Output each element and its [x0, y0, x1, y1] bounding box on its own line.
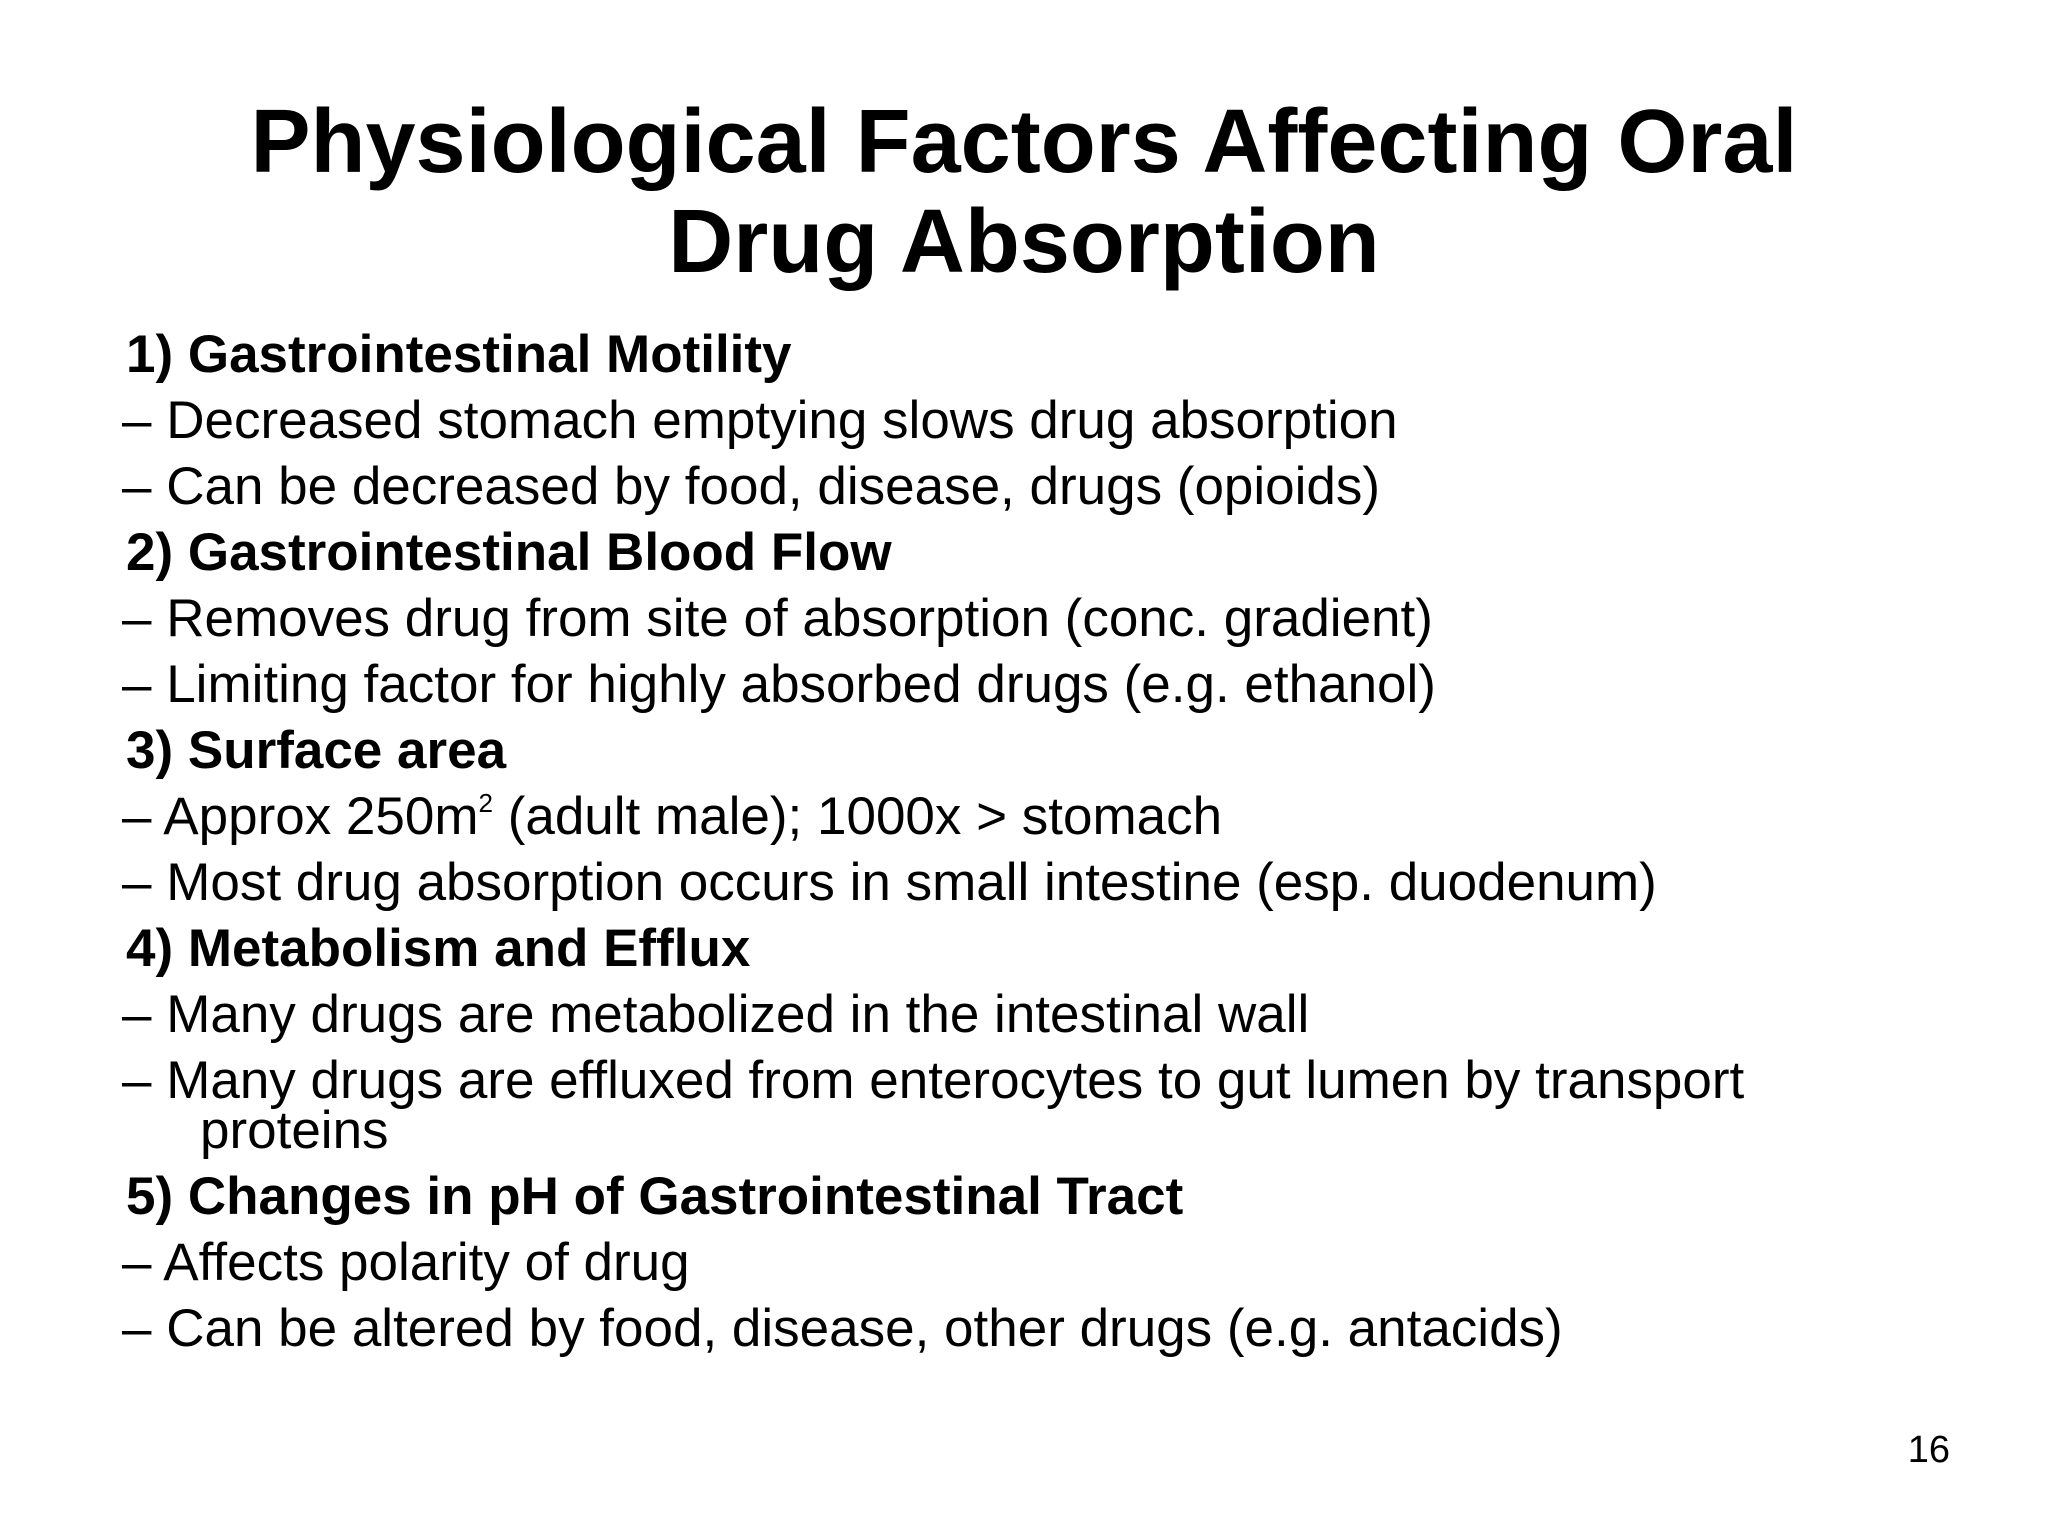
bullet-item: – Most drug absorption occurs in small intestine (esp. duodenum) [122, 853, 1657, 912]
slide-title-line-2: Drug Absorption [668, 192, 1380, 292]
section-heading-metabolism-efflux: 4) Metabolism and Efflux [126, 919, 751, 978]
superscript-squared: 2 [478, 788, 493, 818]
bullet-item: – Affects polarity of drug [122, 1233, 690, 1292]
bullet-item: – Decreased stomach emptying slows drug absorption [122, 391, 1398, 450]
bullet-text: – Approx 250m [122, 787, 479, 846]
section-heading-surface-area: 3) Surface area [126, 721, 507, 780]
slide-body [122, 322, 1972, 1362]
bullet-item: – Removes drug from site of absorption (conc. gradient) [122, 589, 1433, 648]
section-heading-gi-motility: 1) Gastrointestinal Motility [126, 325, 792, 384]
bullet-item-surface-area-value [122, 784, 1972, 850]
bullet-item: – Can be altered by food, disease, other drugs (e.g. antacids) [122, 1299, 1563, 1358]
section-heading-gi-ph: 5) Changes in pH of Gastrointestinal Tract [126, 1167, 1184, 1226]
section-heading-gi-blood-flow: 2) Gastrointestinal Blood Flow [126, 523, 892, 582]
bullet-text: (adult male); 1000x > stomach [492, 787, 1223, 846]
bullet-item: – Many drugs are metabolized in the intestinal wall [122, 985, 1310, 1044]
bullet-item: – Can be decreased by food, disease, drugs (opioids) [122, 457, 1381, 516]
bullet-text-line-1: – Many drugs are effluxed from enterocytes to gut lumen by transport [122, 1051, 1745, 1110]
page-number: 16 [1907, 1429, 1950, 1471]
slide-title [0, 92, 2048, 292]
bullet-text-line-2: proteins [200, 1101, 389, 1160]
bullet-item-multiline [122, 1048, 1972, 1164]
bullet-item: – Limiting factor for highly absorbed drugs (e.g. ethanol) [122, 655, 1436, 714]
slide-title-line-1: Physiological Factors Affecting Oral [250, 92, 1798, 192]
